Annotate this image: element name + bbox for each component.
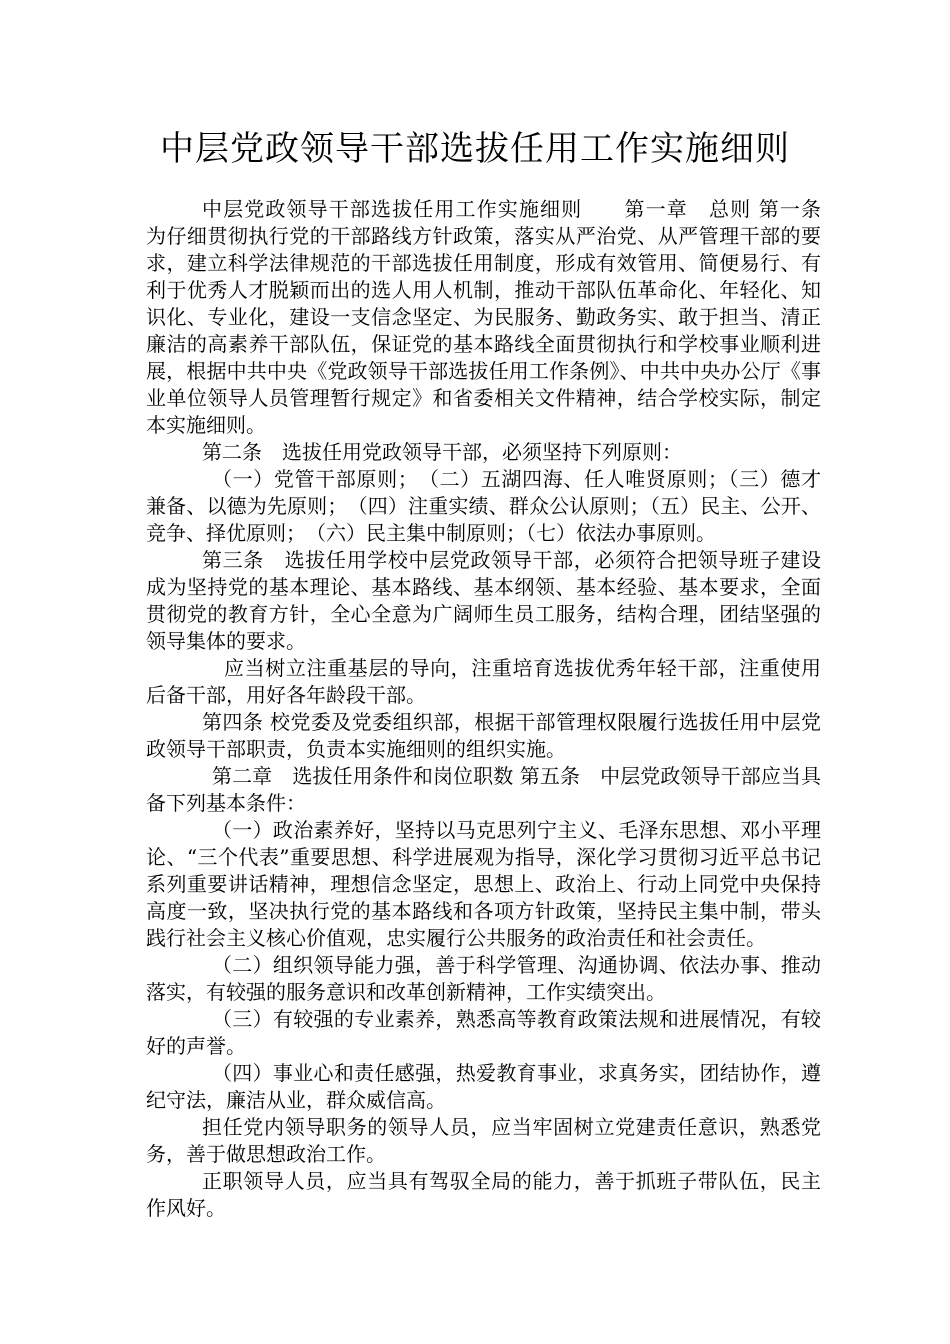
paragraph-article3: 第三条 选拔任用学校中层党政领导干部，必须符合把领导班子建设成为坚持党的基本理论、基本路线、基本纲领、基本经验、基本要求，全面贯彻党的教育方针，全心全意为广阔师生员工服务，结构合理，团结坚强的领导集体的要求。 — [146, 548, 821, 653]
document-body — [146, 196, 841, 1222]
paragraph-condition-4: （四）事业心和责任感强，热爱教育事业，求真务实，团结协作，遵纪守法，廉洁从业，群众威信高。 — [146, 1061, 821, 1112]
paragraph-article4: 第四条 校党委及党委组织部，根据干部管理权限履行选拔任用中层党政领导干部职责，负责本实施细则的组织实施。 — [146, 710, 821, 761]
paragraph-condition-1: （一）政治素养好，坚持以马克思列宁主义、毛泽东思想、邓小平理论、“三个代表”重要思想、科学进展观为指导，深化学习贯彻习近平总书记系列重要讲话精神，理想信念坚定，思想上、政治上、行动上同党中央保持高度一致，坚决执行党的基本路线和各项方针政策，坚持民主集中制，带头践行社会主义核心价值观，忠实履行公共服务的政治责任和社会责任。 — [146, 818, 821, 950]
paragraph-article2: 第二条 选拔任用党政领导干部，必须坚持下列原则： — [202, 440, 682, 464]
paragraph-party-leaders: 担任党内领导职务的领导人员，应当牢固树立党建责任意识，熟悉党务，善于做思想政治工作。 — [146, 1115, 821, 1166]
document-title: 中层党政领导干部选拔任用工作实施细则 — [160, 129, 790, 169]
paragraph-chapter2-article5: 第二章 选拔任用条件和岗位职数 第五条 中层党政领导干部应当具备下列基本条件： — [146, 764, 821, 815]
paragraph-condition-2: （二）组织领导能力强，善于科学管理、沟通协调、依法办事、推动落实，有较强的服务意识和改革创新精神，工作实绩突出。 — [146, 953, 821, 1004]
paragraph-chapter1-article1: 中层党政领导干部选拔任用工作实施细则 第一章 总则 第一条 为仔细贯彻执行党的干部路线方针政策，落实从严治党、从严管理干部的要求，建立科学法律规范的干部选拔任用制度，形成有效管用、简便易行、有利于优秀人才脱颖而出的选人用人机制，推动干部队伍革命化、年轻化、知识化、专业化，建设一支信念坚定、为民服务、勤政务实、敢于担当、清正廉洁的高素养干部队伍，保证党的基本路线全面贯彻执行和学校事业顺利进展，根据中共中央《党政领导干部选拔任用工作条例》、中共中央办公厅《事业单位领导人员管理暂行规定》和省委相关文件精神，结合学校实际，制定本实施细则。 — [146, 197, 841, 437]
paragraph-grassroots: 应当树立注重基层的导向，注重培育选拔优秀年轻干部，注重使用后备干部，用好各年龄段干部。 — [146, 656, 821, 707]
paragraph-principles: （一）党管干部原则； （二）五湖四海、任人唯贤原则；（三）德才兼备、以德为先原则； （四）注重实绩、群众公认原则；（五）民主、公开、竞争、择优原则； （六）民主集中制原则；（七）依法办事原则。 — [146, 467, 821, 545]
paragraph-condition-3: （三）有较强的专业素养，熟悉高等教育政策法规和进展情况，有较好的声誉。 — [146, 1007, 821, 1058]
paragraph-chief-leaders: 正职领导人员，应当具有驾驭全局的能力，善于抓班子带队伍，民主作风好。 — [146, 1169, 821, 1220]
